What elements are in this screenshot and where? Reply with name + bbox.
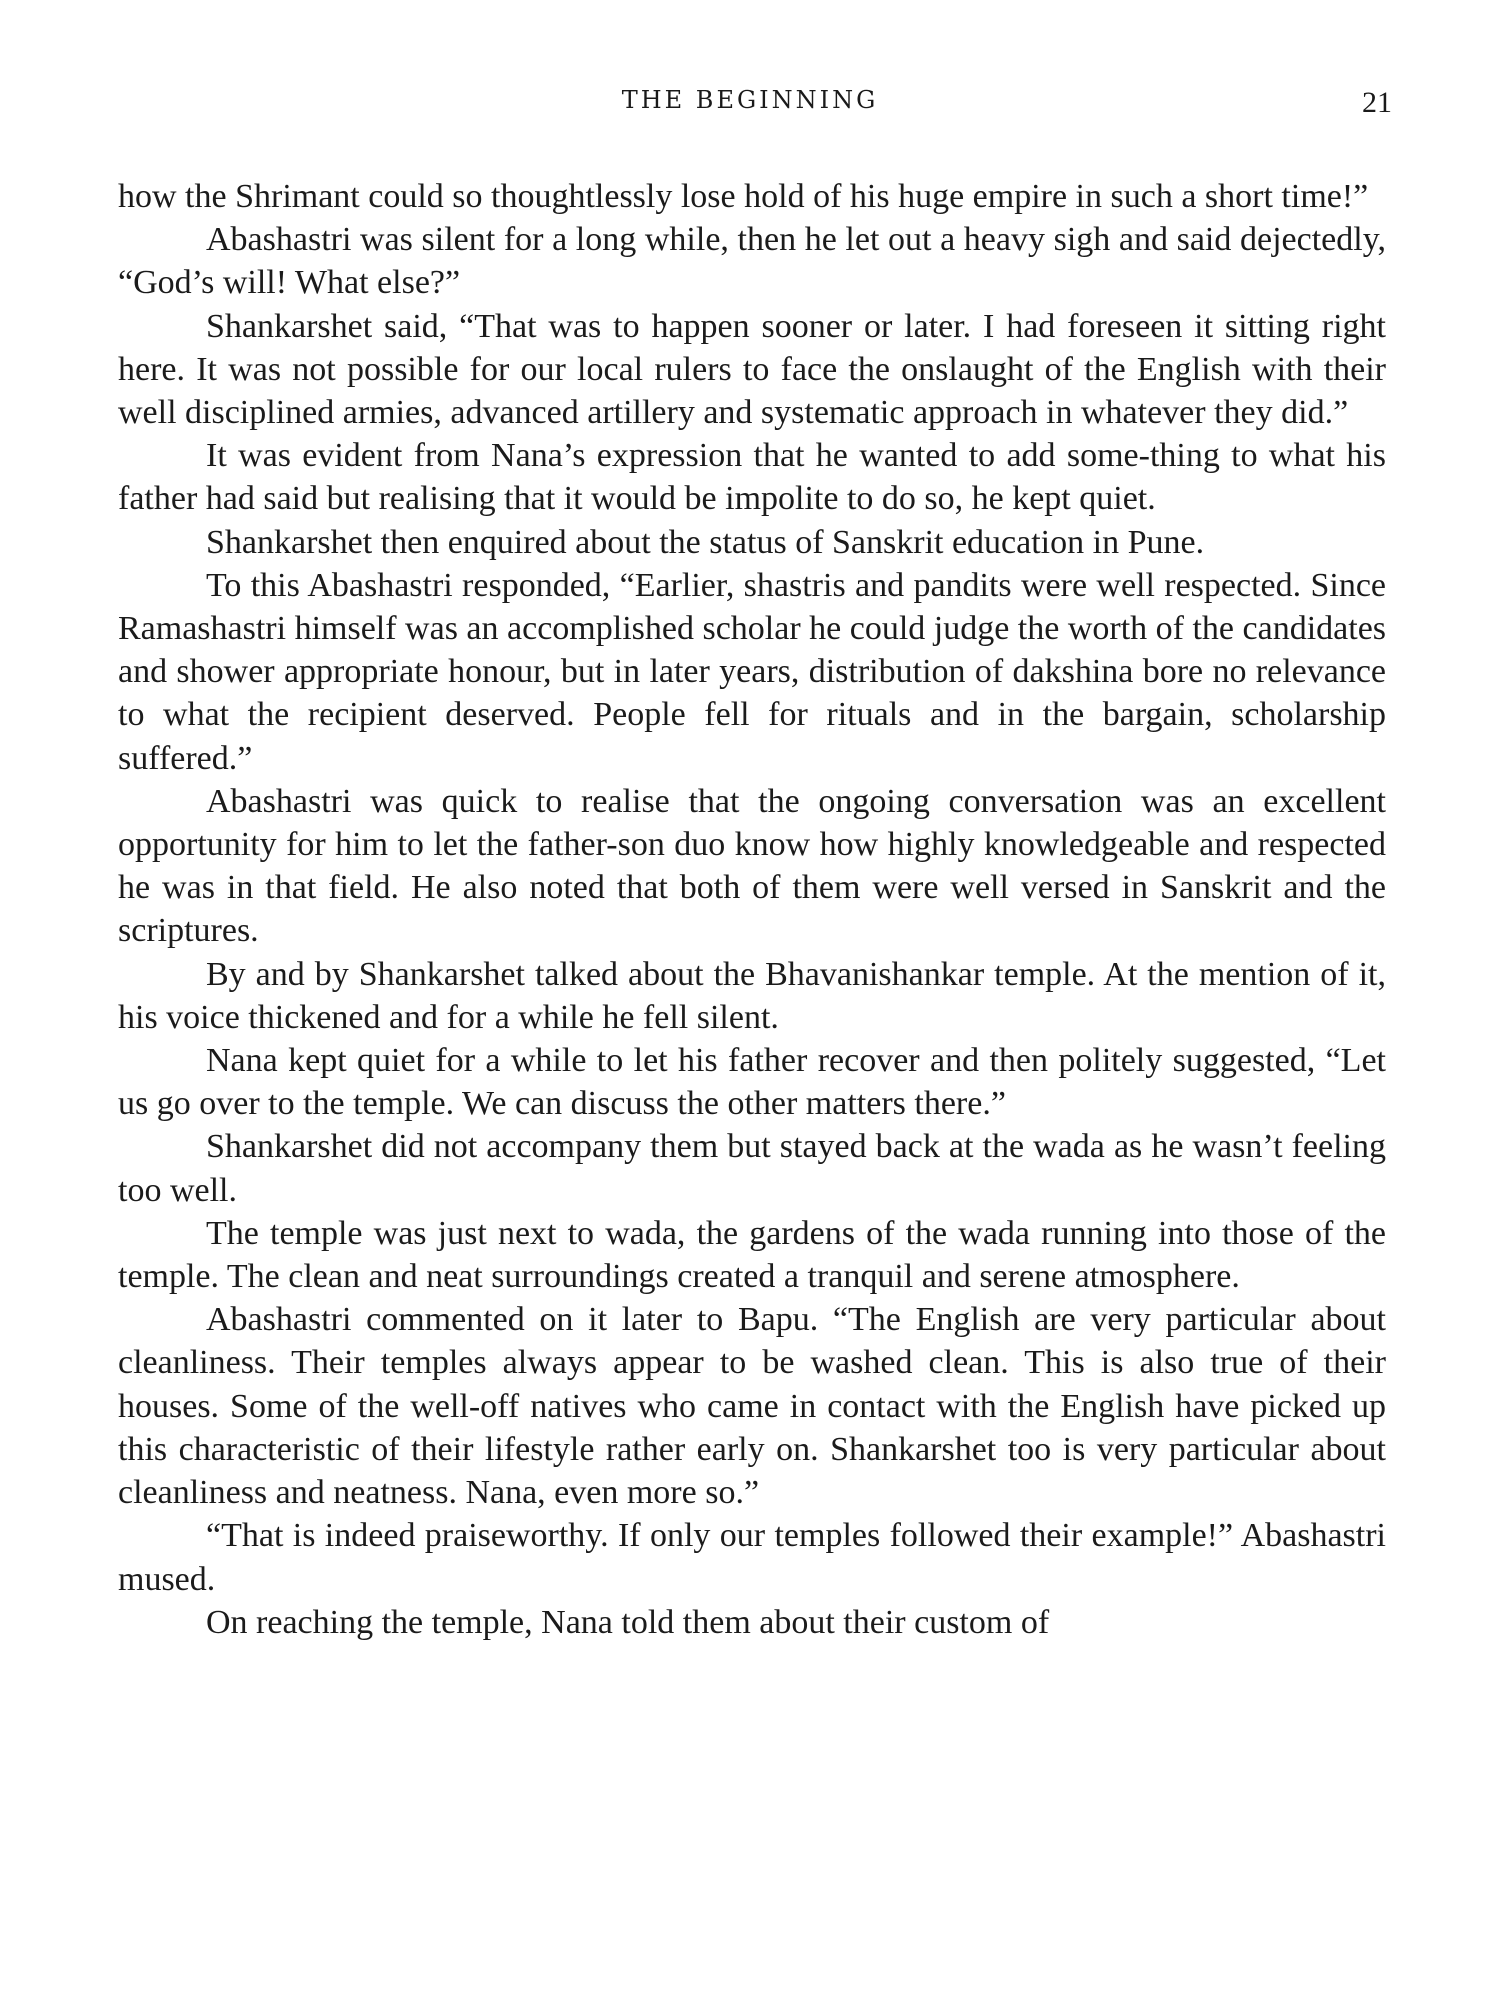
paragraph: Shankarshet did not accompany them but stayed back at the wada as he wasn’t feeling too well.	[118, 1128, 1386, 1209]
paragraph: Shankarshet said, “That was to happen sooner or later. I had foreseen it sitting right here. It was not possible for our local rulers to face the onslaught of the English with their well disciplined armies, advanced artillery and systematic approach in whatever they did.”	[118, 307, 1386, 432]
paragraph: By and by Shankarshet talked about the Bhavanishankar temple. At the mention of it, his voice thickened and for a while he fell silent.	[118, 955, 1386, 1036]
paragraph: Abashastri was quick to realise that the ongoing conversation was an excellent opportunity for him to let the father-son duo know how highly knowledgeable and respected he was in that field. He also noted that both of them were well versed in Sanskrit and the scriptures.	[118, 782, 1386, 950]
page-number: 21	[1362, 86, 1392, 119]
paragraph: To this Abashastri responded, “Earlier, shastris and pandits were well respected. Since Ramashastri himself was an accomplished scholar he could judge the worth of the candidates and shower appropriate honour, but in later years, distribution of dakshina bore no relevance to what the recipient deserved. People fell for rituals and in the bargain, scholarship suffered.”	[118, 566, 1387, 777]
paragraph: how the Shrimant could so thoughtlessly lose hold of his huge empire in such a short time!”	[118, 178, 1369, 215]
paragraph: Abashastri commented on it later to Bapu. “The English are very particular about cleanliness. Their temples always appear to be washed clean. This is also true of their houses. Some of the well-off natives who came in contact with the English have picked up this characteristic of their lifestyle rather early on. Shankarshet too is very particular about cleanliness and neatness. Nana, even more so.”	[118, 1301, 1386, 1512]
paragraph: Nana kept quiet for a while to let his father recover and then politely suggested, “Let us go over to the temple. We can discuss the other matters there.”	[118, 1042, 1386, 1123]
paragraph: On reaching the temple, Nana told them about their custom of	[206, 1603, 1050, 1641]
running-head: THE BEGINNING	[621, 86, 879, 114]
paragraph: “That is indeed praiseworthy. If only our temples followed their example!” Abashastri mused.	[118, 1517, 1386, 1598]
paragraph: Shankarshet then enquired about the status of Sanskrit education in Pune.	[206, 523, 1205, 561]
body-text	[118, 175, 1386, 1644]
paragraph: It was evident from Nana’s expression that he wanted to add some-thing to what his father had said but realising that it would be impolite to do so, he kept quiet.	[118, 437, 1386, 518]
paragraph: The temple was just next to wada, the gardens of the wada running into those of the temple. The clean and neat surroundings created a tranquil and serene atmosphere.	[118, 1214, 1386, 1296]
paragraph: Abashastri was silent for a long while, then he let out a heavy sigh and said dejectedly, “God’s will! What else?”	[118, 221, 1386, 302]
